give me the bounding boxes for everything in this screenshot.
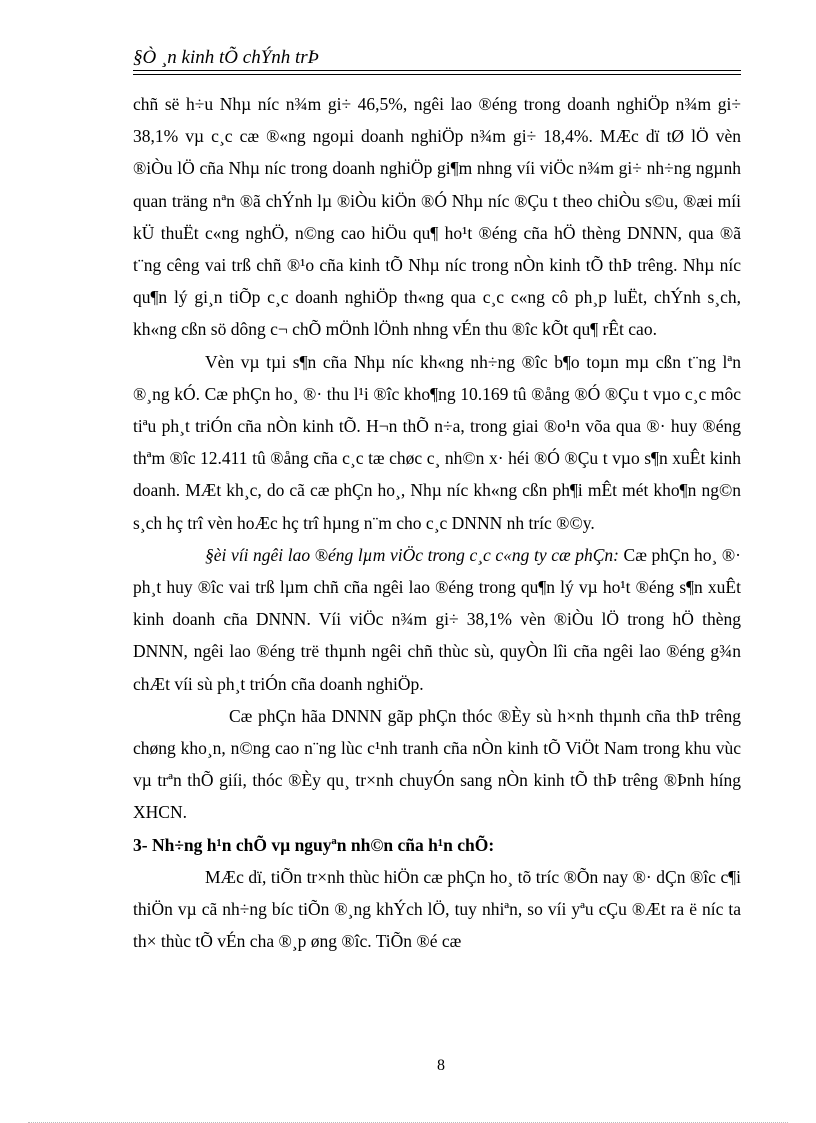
- page-number: 8: [437, 1057, 445, 1074]
- page-header-title: §Ò ¸n kinh tÕ chÝnh trÞ: [133, 47, 320, 68]
- paragraph-market: Cæ phÇn hãa DNNN gãp phÇn thóc ®Èy sù h×nh thµnh cña thÞ trêng chøng kho¸n, n©ng cao n¨ng lùc c¹nh tranh cña nÒn kinh tÕ ViÖt Nam trong khu vùc vµ trªn thÕ giíi, thóc ®Èy qu¸ tr×nh chuyÓn sang nÒn kinh tÕ thÞ trêng ®Þnh híng XHCN.: [133, 705, 741, 823]
- paragraph-limitations: MÆc dï, tiÕn tr×nh thùc hiÖn cæ phÇn ho¸ tõ tríc ®Õn nay ®· dÇn ®îc c¶i thiÖn vµ cã nh÷ng bíc tiÕn ®¸ng khÝch lÖ, tuy nhiªn, so víi yªu cÇu ®Æt ra ë níc ta th× thùc tÕ vÉn cha ®¸p øng ®îc. TiÕn ®é cæ: [133, 866, 741, 952]
- labor-paragraph-text: Cæ phÇn ho¸ ®· ph¸t huy ®îc vai trß lµm chñ cña ngêi lao ®éng trong qu¶n lý vµ ho¹t ®éng s¶n xuÊt kinh doanh cña DNNN. Víi viÖc n¾m gi÷ 38,1% vèn ®iÒu lÖ trong hÖ thèng DNNN, ngêi lao ®éng trë thµnh ngêi chñ thùc sù, quyÒn lîi cña ngêi lao ®éng g¾n chÆt víi sù ph¸t triÓn cña doanh nghiÖp.: [133, 544, 742, 694]
- header-rule-thin: [133, 74, 741, 75]
- paragraph-labor: [133, 539, 741, 700]
- section-heading: 3- Nh÷ng h¹n chÕ vµ nguyªn nh©n cña h¹n chÕ:: [133, 834, 495, 855]
- header-rule-thick: [133, 70, 741, 71]
- paragraph-capital: Vèn vµ tµi s¶n cña Nhµ níc kh«ng nh÷ng ®îc b¶o toµn mµ cßn t¨ng lªn ®¸ng kÓ. Cæ phÇn ho¸ ®· thu l¹i ®îc kho¶ng 10.169 tû ®ång ®Ó ®Çu t vµo c¸c môc tiªu ph¸t triÓn cña nÒn kinh tÕ. H¬n thÕ n÷a, trong giai ®o¹n võa qua ®· huy ®éng thªm ®îc 12.411 tû ®ång cña c¸c tæ chøc c¸ nh©n x· héi ®Ó ®Çu t vµo s¶n xuÊt kinh doanh. MÆt kh¸c, do cã cæ phÇn ho¸, Nhµ níc kh«ng cßn ph¶i mÊt mét kho¶n ng©n s¸ch hç trî vèn hoÆc hç trî hµng n¨m cho c¸c DNNN nh tríc ®©y.: [133, 351, 741, 533]
- document-body: [133, 88, 741, 957]
- labor-italic-lead: §èi víi ngêi lao ®éng lµm viÖc trong c¸c c«ng ty cæ phÇn:: [205, 544, 619, 565]
- paragraph-ownership: chñ së h÷u Nhµ níc n¾m gi÷ 46,5%, ngêi lao ®éng trong doanh nghiÖp n¾m gi÷ 38,1% vµ c¸c cæ ®«ng ngoµi doanh nghiÖp n¾m gi÷ 18,4%. MÆc dï tØ lÖ vèn ®iÒu lÖ cña Nhµ níc trong doanh nghiÖp gi¶m nhng víi viÖc n¾m gi÷ nh÷ng ngµnh quan träng nªn ®ã chÝnh lµ ®iÒu kiÖn ®Ó Nhµ níc ®Çu t theo chiÒu s©u, ®æi míi kÜ thuËt c«ng nghÖ, n©ng cao hiÖu qu¶ ho¹t ®éng cña hÖ thèng DNNN, qua ®ã t¨ng cêng vai trß chñ ®¹o cña kinh tÕ Nhµ níc trong nÒn kinh tÕ thÞ trêng. Nhµ níc qu¶n lý gi¸n tiÕp c¸c doanh nghiÖp th«ng qua c¸c c«ng cô ph¸p luËt, chÝnh s¸ch, kh«ng cßn sö dông c¬ chÕ mÖnh lÖnh nhng vÉn thu ®îc kÕt qu¶ rÊt cao.: [133, 94, 741, 340]
